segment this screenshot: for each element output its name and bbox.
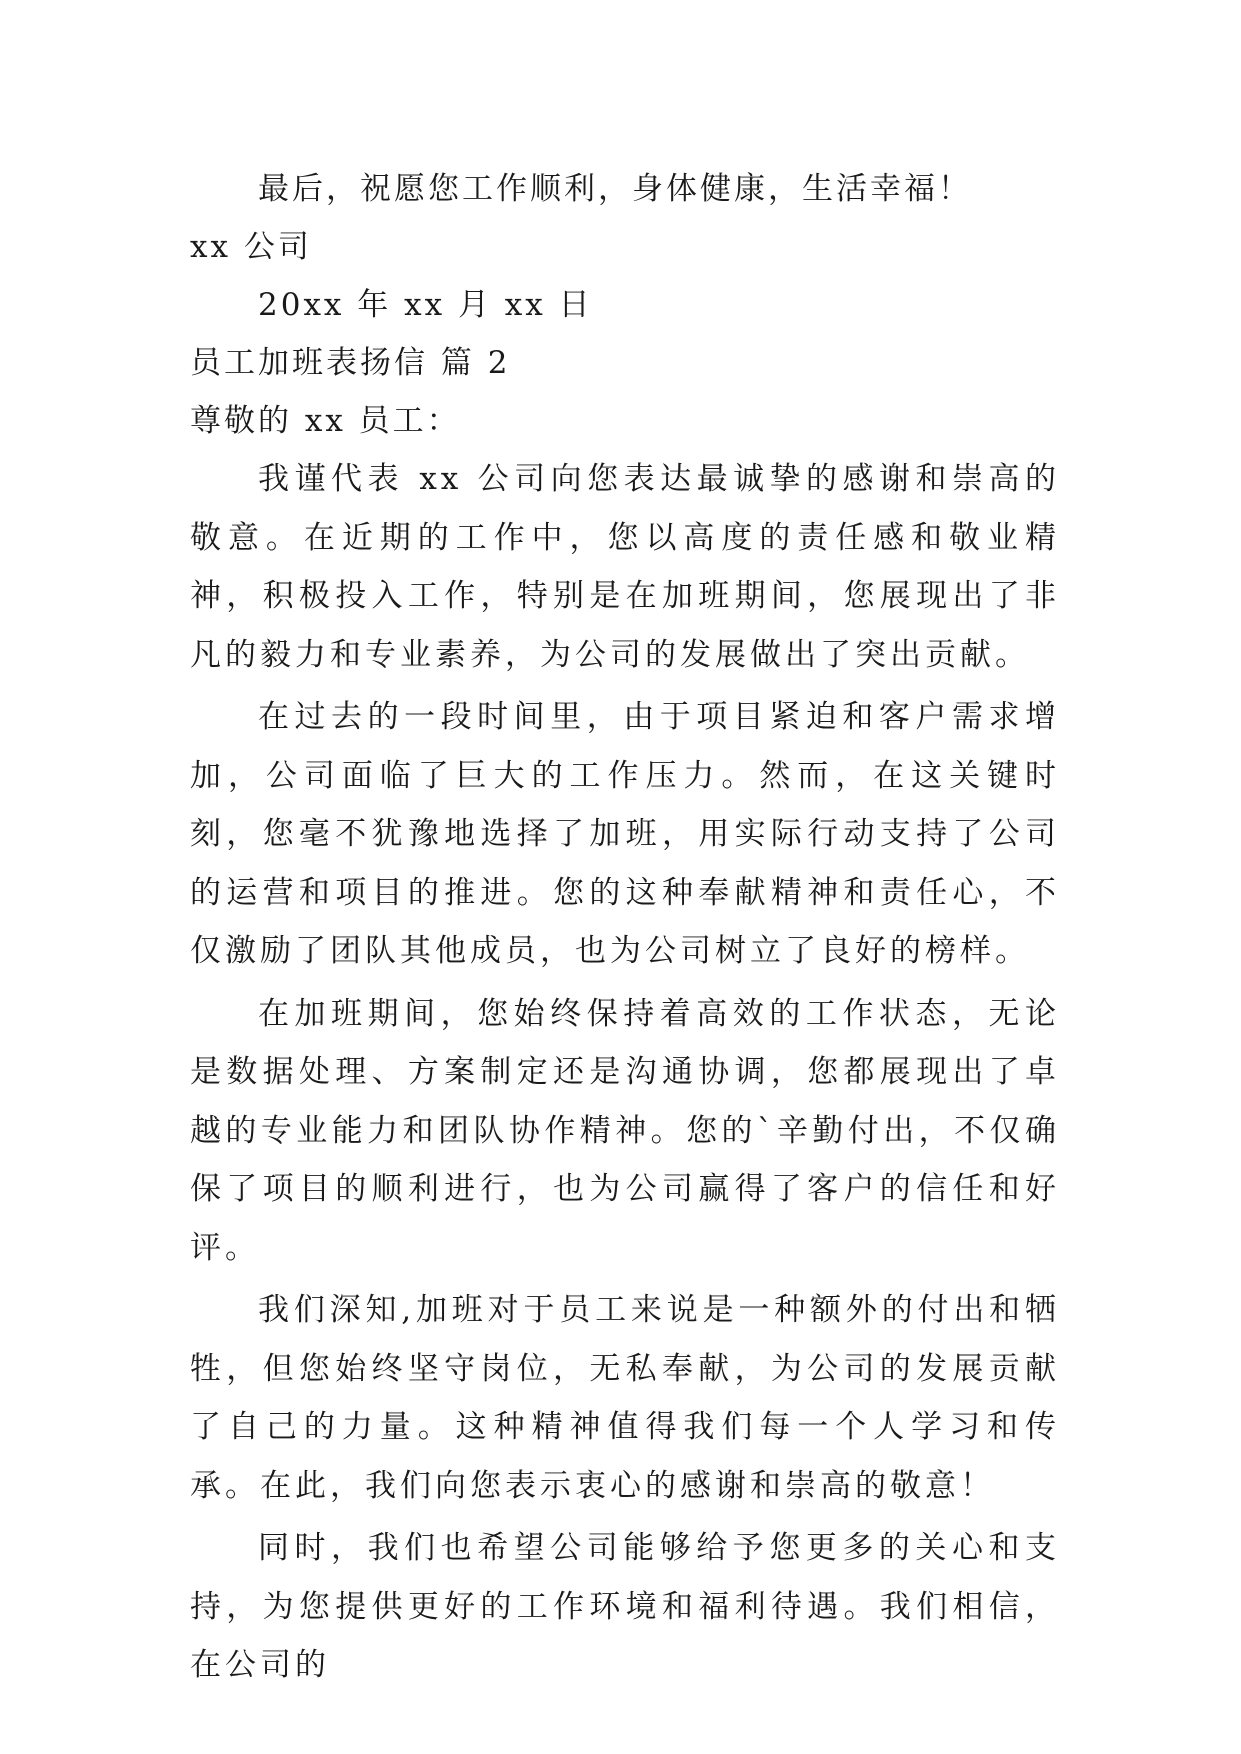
letter-date: 20xx 年 xx 月 xx 日: [258, 287, 593, 323]
paragraph-support: 同时，我们也希望公司能够给予您更多的关心和支持，为您提供更好的工作环境和福利待遇。我们相信，在公司的: [190, 1530, 1060, 1683]
section-title: 员工加班表扬信 篇 2: [190, 345, 511, 381]
paragraph-background: 在过去的一段时间里，由于项目紧迫和客户需求增加，公司面临了巨大的工作压力。然而，在这关键时刻，您毫不犹豫地选择了加班，用实际行动支持了公司的运营和项目的推进。您的这种奉献精神和责任心，不仅激励了团队其他成员，也为公司树立了良好的榜样。: [190, 699, 1060, 969]
closing-wish: 最后，祝愿您工作顺利，身体健康，生活幸福！: [258, 171, 972, 207]
document-body: [190, 160, 1060, 1698]
paragraph-sacrifice: 我们深知,加班对于员工来说是一种额外的付出和牺牲，但您始终坚守岗位，无私奉献，为公司的发展贡献了自己的力量。这种精神值得我们每一个人学习和传承。在此，我们向您表示衷心的感谢和崇高的敬意！: [190, 1292, 1060, 1504]
paragraph-performance: 在加班期间，您始终保持着高效的工作状态，无论是数据处理、方案制定还是沟通协调，您都展现出了卓越的专业能力和团队协作精神。您的`辛勤付出，不仅确保了项目的顺利进行，也为公司赢得了客户的信任和好评。: [190, 995, 1060, 1266]
paragraph-gratitude: 我谨代表 xx 公司向您表达最诚挚的感谢和崇高的敬意。在近期的工作中，您以高度的责任感和敬业精神，积极投入工作，特别是在加班期间，您展现出了非凡的毅力和专业素养，为公司的发展做出了突出贡献。: [190, 461, 1060, 673]
salutation: 尊敬的 xx 员工：: [190, 403, 461, 439]
company-signature: xx 公司: [190, 229, 312, 265]
